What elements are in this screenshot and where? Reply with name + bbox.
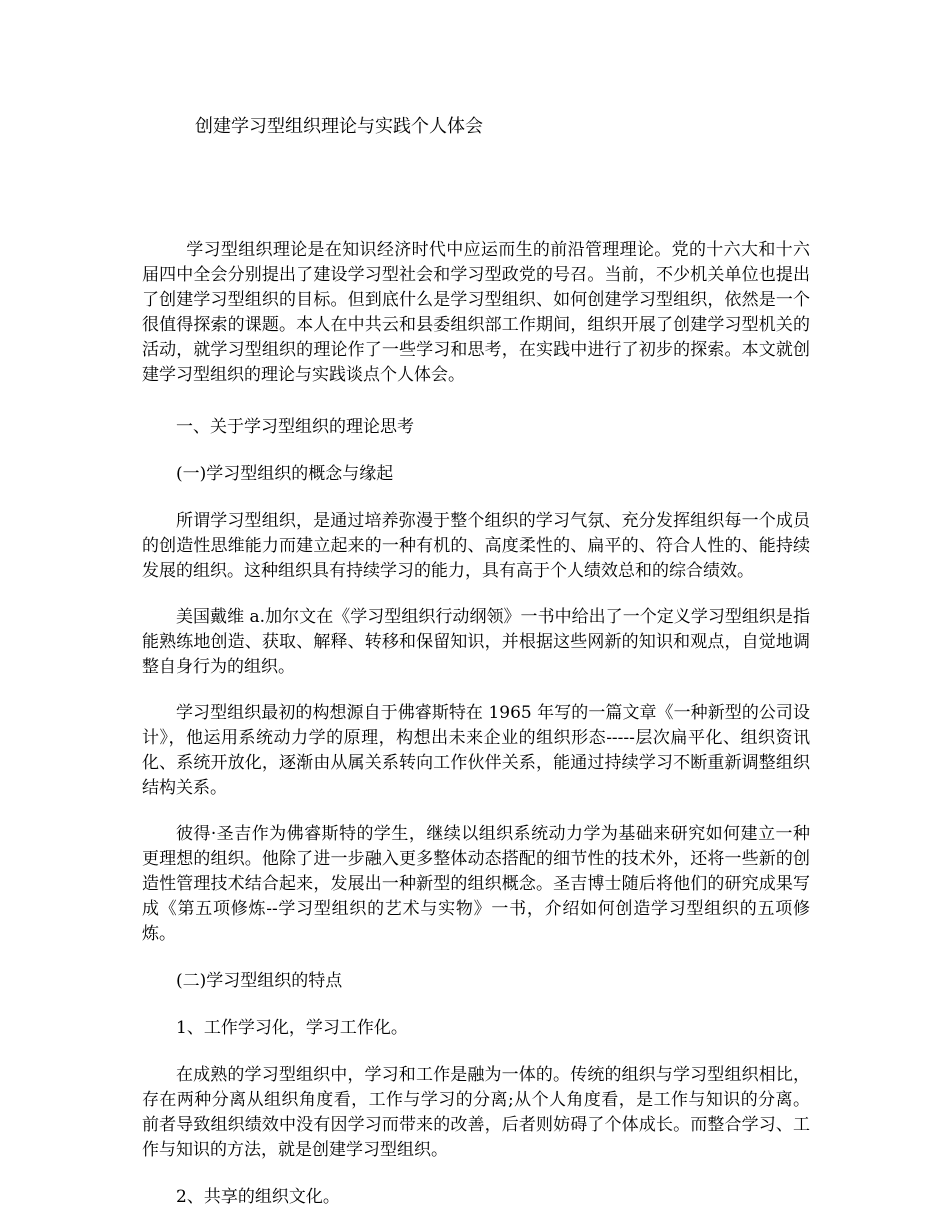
heading-section-1: 一、关于学习型组织的理论思考	[176, 417, 414, 437]
paragraph-garvin: 美国戴维 a.加尔文在《学习型组织行动纲领》一书中给出了一个定义学习型组织是指能熟练地创造、获取、解释、转移和保留知识，并根据这些网新的知识和观点，自觉地调整自身行为的组织。	[142, 607, 810, 677]
paragraph-intro: 学习型组织理论是在知识经济时代中应运而生的前沿管理理论。党的十六大和十六届四中全会分别提出了建设学习型社会和学习型政党的号召。当前，不少机关单位也提出了创建学习型组织的目标。但到底什么是学习型组织、如何创建学习型组织，依然是一个很值得探索的课题。本人在中共云和县委组织部工作期间，组织开展了创建学习型机关的活动，就学习型组织的理论作了一些学习和思考，在实践中进行了初步的探索。本文就创建学习型组织的理论与实践谈点个人体会。	[142, 240, 810, 385]
paragraph-definition: 所谓学习型组织，是通过培养弥漫于整个组织的学习气氛、充分发挥组织每一个成员的创造性思维能力而建立起来的一种有机的、高度柔性的、扁平的、符合人性的、能持续发展的组织。这种组织具有持续学习的能力，具有高于个人绩效总和的综合绩效。	[142, 511, 810, 581]
document-title: 创建学习型组织理论与实践个人体会	[195, 116, 483, 137]
document-body	[142, 238, 810, 1210]
heading-feature-1: 1、工作学习化，学习工作化。	[176, 1018, 408, 1038]
paragraph-forrester: 学习型组织最初的构想源自于佛睿斯特在 1965 年写的一篇文章《一种新型的公司设计》，他运用系统动力学的原理，构想出未来企业的组织形态-----层次扁平化、组织资讯化、系统开放化，逐渐由从属关系转向工作伙伴关系，能通过持续学习不断重新调整组织结构关系。	[142, 703, 810, 798]
heading-subsection-1: (一)学习型组织的概念与缘起	[176, 464, 394, 484]
paragraph-senge: 彼得·圣吉作为佛睿斯特的学生，继续以组织系统动力学为基础来研究如何建立一种更理想的组织。他除了进一步融入更多整体动态搭配的细节性的技术外，还将一些新的创造性管理技术结合起来，发展出一种新型的组织概念。圣吉博士随后将他们的研究成果写成《第五项修炼--学习型组织的艺术与实物》一书，介绍如何创造学习型组织的五项修炼。	[142, 824, 810, 944]
paragraph-feature-1: 在成熟的学习型组织中，学习和工作是融为一体的。传统的组织与学习型组织相比，存在两种分离从组织角度看，工作与学习的分离;从个人角度看，是工作与知识的分离。前者导致组织绩效中没有因学习而带来的改善，后者则妨碍了个体成长。而整合学习、工作与知识的方法，就是创建学习型组织。	[142, 1065, 810, 1160]
heading-subsection-2: (二)学习型组织的特点	[176, 971, 343, 991]
heading-feature-2: 2、共享的组织文化。	[176, 1187, 340, 1207]
